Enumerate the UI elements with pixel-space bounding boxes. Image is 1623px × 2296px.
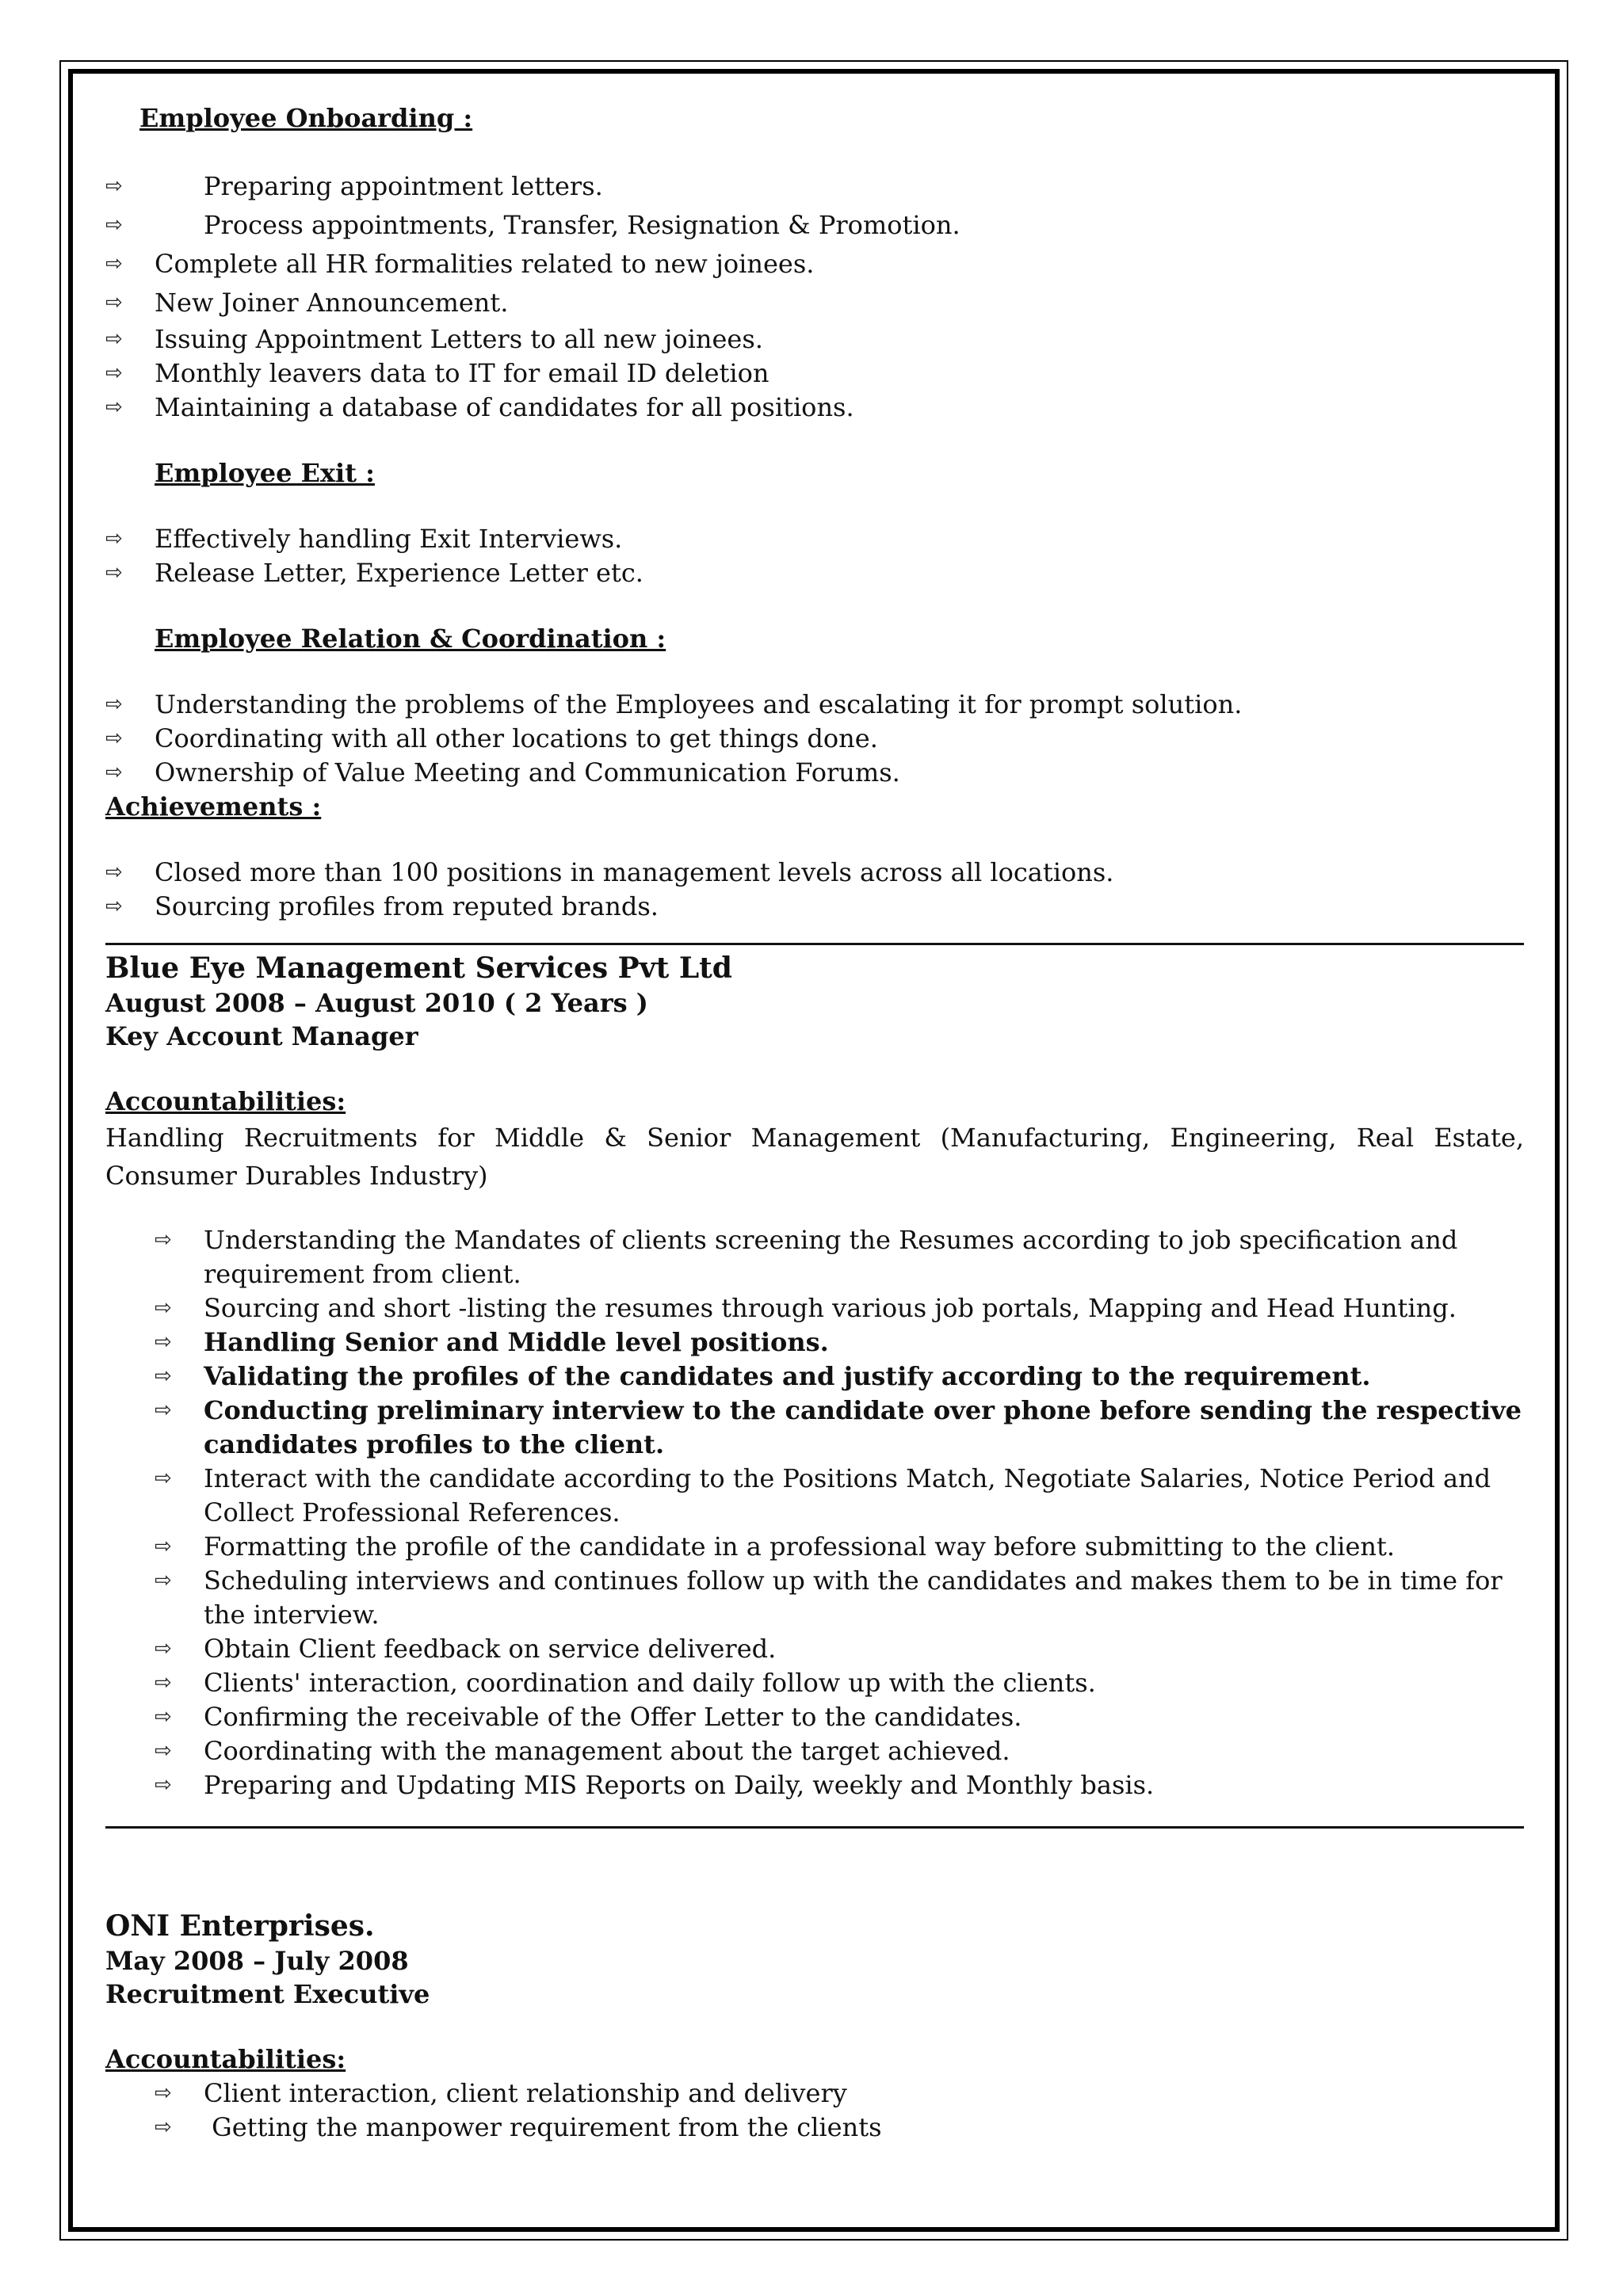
- right-arrow-outline-icon: ⇨: [105, 252, 123, 276]
- list-item: ⇨ Interact with the candidate according to the Positions Match, Negotiate Salaries, Notice Period and Collect Professional References.: [155, 1463, 1491, 1527]
- right-arrow-outline-icon: ⇨: [155, 1705, 172, 1729]
- onboarding-list: [105, 167, 1524, 322]
- employment-dates: August 2008 – August 2010 ( 2 Years ): [105, 988, 648, 1018]
- list-item: ⇨ Obtain Client feedback on service delivered.: [105, 1632, 1524, 1666]
- right-arrow-outline-icon: ⇨: [155, 1773, 172, 1797]
- achievements-list: [105, 856, 1524, 924]
- list-item: ⇨ Issuing Appointment Letters to all new joinees.: [105, 322, 1524, 357]
- right-arrow-outline-icon: ⇨: [105, 860, 123, 884]
- list-item: ⇨ Coordinating with the management about the target achieved.: [105, 1734, 1524, 1768]
- list-item: ⇨ Getting the manpower requirement from the clients: [105, 2111, 1524, 2145]
- relation-heading: Employee Relation & Coordination :: [155, 624, 666, 654]
- list-item: ⇨ Clients' interaction, coordination and daily follow up with the clients.: [105, 1666, 1524, 1700]
- accountabilities-heading: Accountabilities:: [105, 2044, 346, 2074]
- list-item: ⇨ Formatting the profile of the candidate in a professional way before submitting to the client.: [105, 1530, 1524, 1564]
- right-arrow-outline-icon: ⇨: [155, 1535, 172, 1558]
- list-item: ⇨ Sourcing profiles from reputed brands.: [105, 890, 1524, 924]
- list-item: ⇨ Handling Senior and Middle level positions.: [105, 1325, 1524, 1360]
- list-item: ⇨ Release Letter, Experience Letter etc.: [105, 556, 1524, 590]
- list-item: ⇨ Understanding the Mandates of clients screening the Resumes according to job specification and requirement from client.: [155, 1225, 1458, 1289]
- list-item: ⇨ Coordinating with all other locations to get things done.: [105, 722, 1524, 756]
- right-arrow-outline-icon: ⇨: [105, 527, 123, 551]
- accountabilities-list: [105, 1223, 1524, 1802]
- list-item: ⇨ Validating the profiles of the candidates and justify according to the requirement.: [105, 1360, 1524, 1394]
- right-arrow-outline-icon: ⇨: [155, 1228, 172, 1252]
- right-arrow-outline-icon: ⇨: [155, 1466, 172, 1490]
- right-arrow-outline-icon: ⇨: [105, 727, 123, 750]
- list-item: ⇨ Process appointments, Transfer, Resignation & Promotion.: [105, 206, 1524, 245]
- list-item: ⇨ Conducting preliminary interview to the candidate over phone before sending the respective candidates profiles to the client.: [155, 1395, 1522, 1459]
- exit-heading: Employee Exit :: [155, 458, 375, 488]
- right-arrow-outline-icon: ⇨: [105, 213, 123, 237]
- right-arrow-outline-icon: ⇨: [155, 1398, 172, 1422]
- list-item: ⇨ Ownership of Value Meeting and Communication Forums.: [105, 756, 1524, 790]
- list-item: ⇨ Scheduling interviews and continues follow up with the candidates and makes them to be in time for the interview.: [155, 1566, 1503, 1630]
- right-arrow-outline-icon: ⇨: [155, 1671, 172, 1695]
- right-arrow-outline-icon: ⇨: [155, 1569, 172, 1592]
- company-name: Blue Eye Management Services Pvt Ltd: [105, 952, 732, 985]
- right-arrow-outline-icon: ⇨: [155, 1330, 172, 1354]
- right-arrow-outline-icon: ⇨: [155, 1739, 172, 1763]
- exit-list: [105, 522, 1524, 590]
- right-arrow-outline-icon: ⇨: [105, 327, 123, 351]
- list-item: ⇨ Preparing and Updating MIS Reports on Daily, weekly and Monthly basis.: [105, 1768, 1524, 1802]
- right-arrow-outline-icon: ⇨: [105, 561, 123, 585]
- accountabilities-summary: Handling Recruitments for Middle & Senior Management (Manufacturing, Engineering, Real Estate, Consumer Durables Industry): [105, 1123, 1524, 1191]
- job-title: Recruitment Executive: [105, 1979, 430, 2009]
- right-arrow-outline-icon: ⇨: [155, 2115, 172, 2139]
- onboarding-heading: Employee Onboarding :: [139, 103, 473, 133]
- relation-list: [105, 688, 1524, 790]
- right-arrow-outline-icon: ⇨: [105, 395, 123, 419]
- accountabilities-list: [105, 2077, 1524, 2145]
- achievements-heading: Achievements :: [105, 791, 322, 822]
- list-item: ⇨ Effectively handling Exit Interviews.: [105, 522, 1524, 556]
- right-arrow-outline-icon: ⇨: [105, 361, 123, 385]
- right-arrow-outline-icon: ⇨: [155, 1637, 172, 1661]
- right-arrow-outline-icon: ⇨: [105, 692, 123, 716]
- list-item: ⇨ Monthly leavers data to IT for email ID deletion: [105, 357, 1524, 391]
- list-item: ⇨ Maintaining a database of candidates for all positions.: [105, 391, 1524, 425]
- list-item: ⇨ Preparing appointment letters.: [105, 167, 1524, 206]
- list-item: ⇨ Confirming the receivable of the Offer Letter to the candidates.: [105, 1700, 1524, 1734]
- list-item: ⇨ New Joiner Announcement.: [105, 284, 1524, 322]
- employment-dates: May 2008 – July 2008: [105, 1946, 409, 1976]
- list-item: ⇨ Understanding the problems of the Employees and escalating it for prompt solution.: [105, 688, 1524, 722]
- job-title: Key Account Manager: [105, 1021, 418, 1051]
- resume-content: [105, 101, 1524, 2145]
- list-item: ⇨ Complete all HR formalities related to new joinees.: [105, 245, 1524, 284]
- right-arrow-outline-icon: ⇨: [105, 174, 123, 198]
- list-item: ⇨ Closed more than 100 positions in management levels across all locations.: [105, 856, 1524, 890]
- right-arrow-outline-icon: ⇨: [105, 894, 123, 918]
- onboarding-list-cont: [105, 322, 1524, 425]
- list-item: ⇨ Client interaction, client relationship and delivery: [105, 2077, 1524, 2111]
- company-name: ONI Enterprises.: [105, 1909, 375, 1943]
- right-arrow-outline-icon: ⇨: [155, 1364, 172, 1388]
- accountabilities-heading: Accountabilities:: [105, 1086, 346, 1116]
- list-item: ⇨ Sourcing and short -listing the resumes through various job portals, Mapping and Head Hunting.: [105, 1291, 1524, 1325]
- right-arrow-outline-icon: ⇨: [155, 2081, 172, 2105]
- right-arrow-outline-icon: ⇨: [155, 1296, 172, 1320]
- right-arrow-outline-icon: ⇨: [105, 291, 123, 315]
- right-arrow-outline-icon: ⇨: [105, 761, 123, 784]
